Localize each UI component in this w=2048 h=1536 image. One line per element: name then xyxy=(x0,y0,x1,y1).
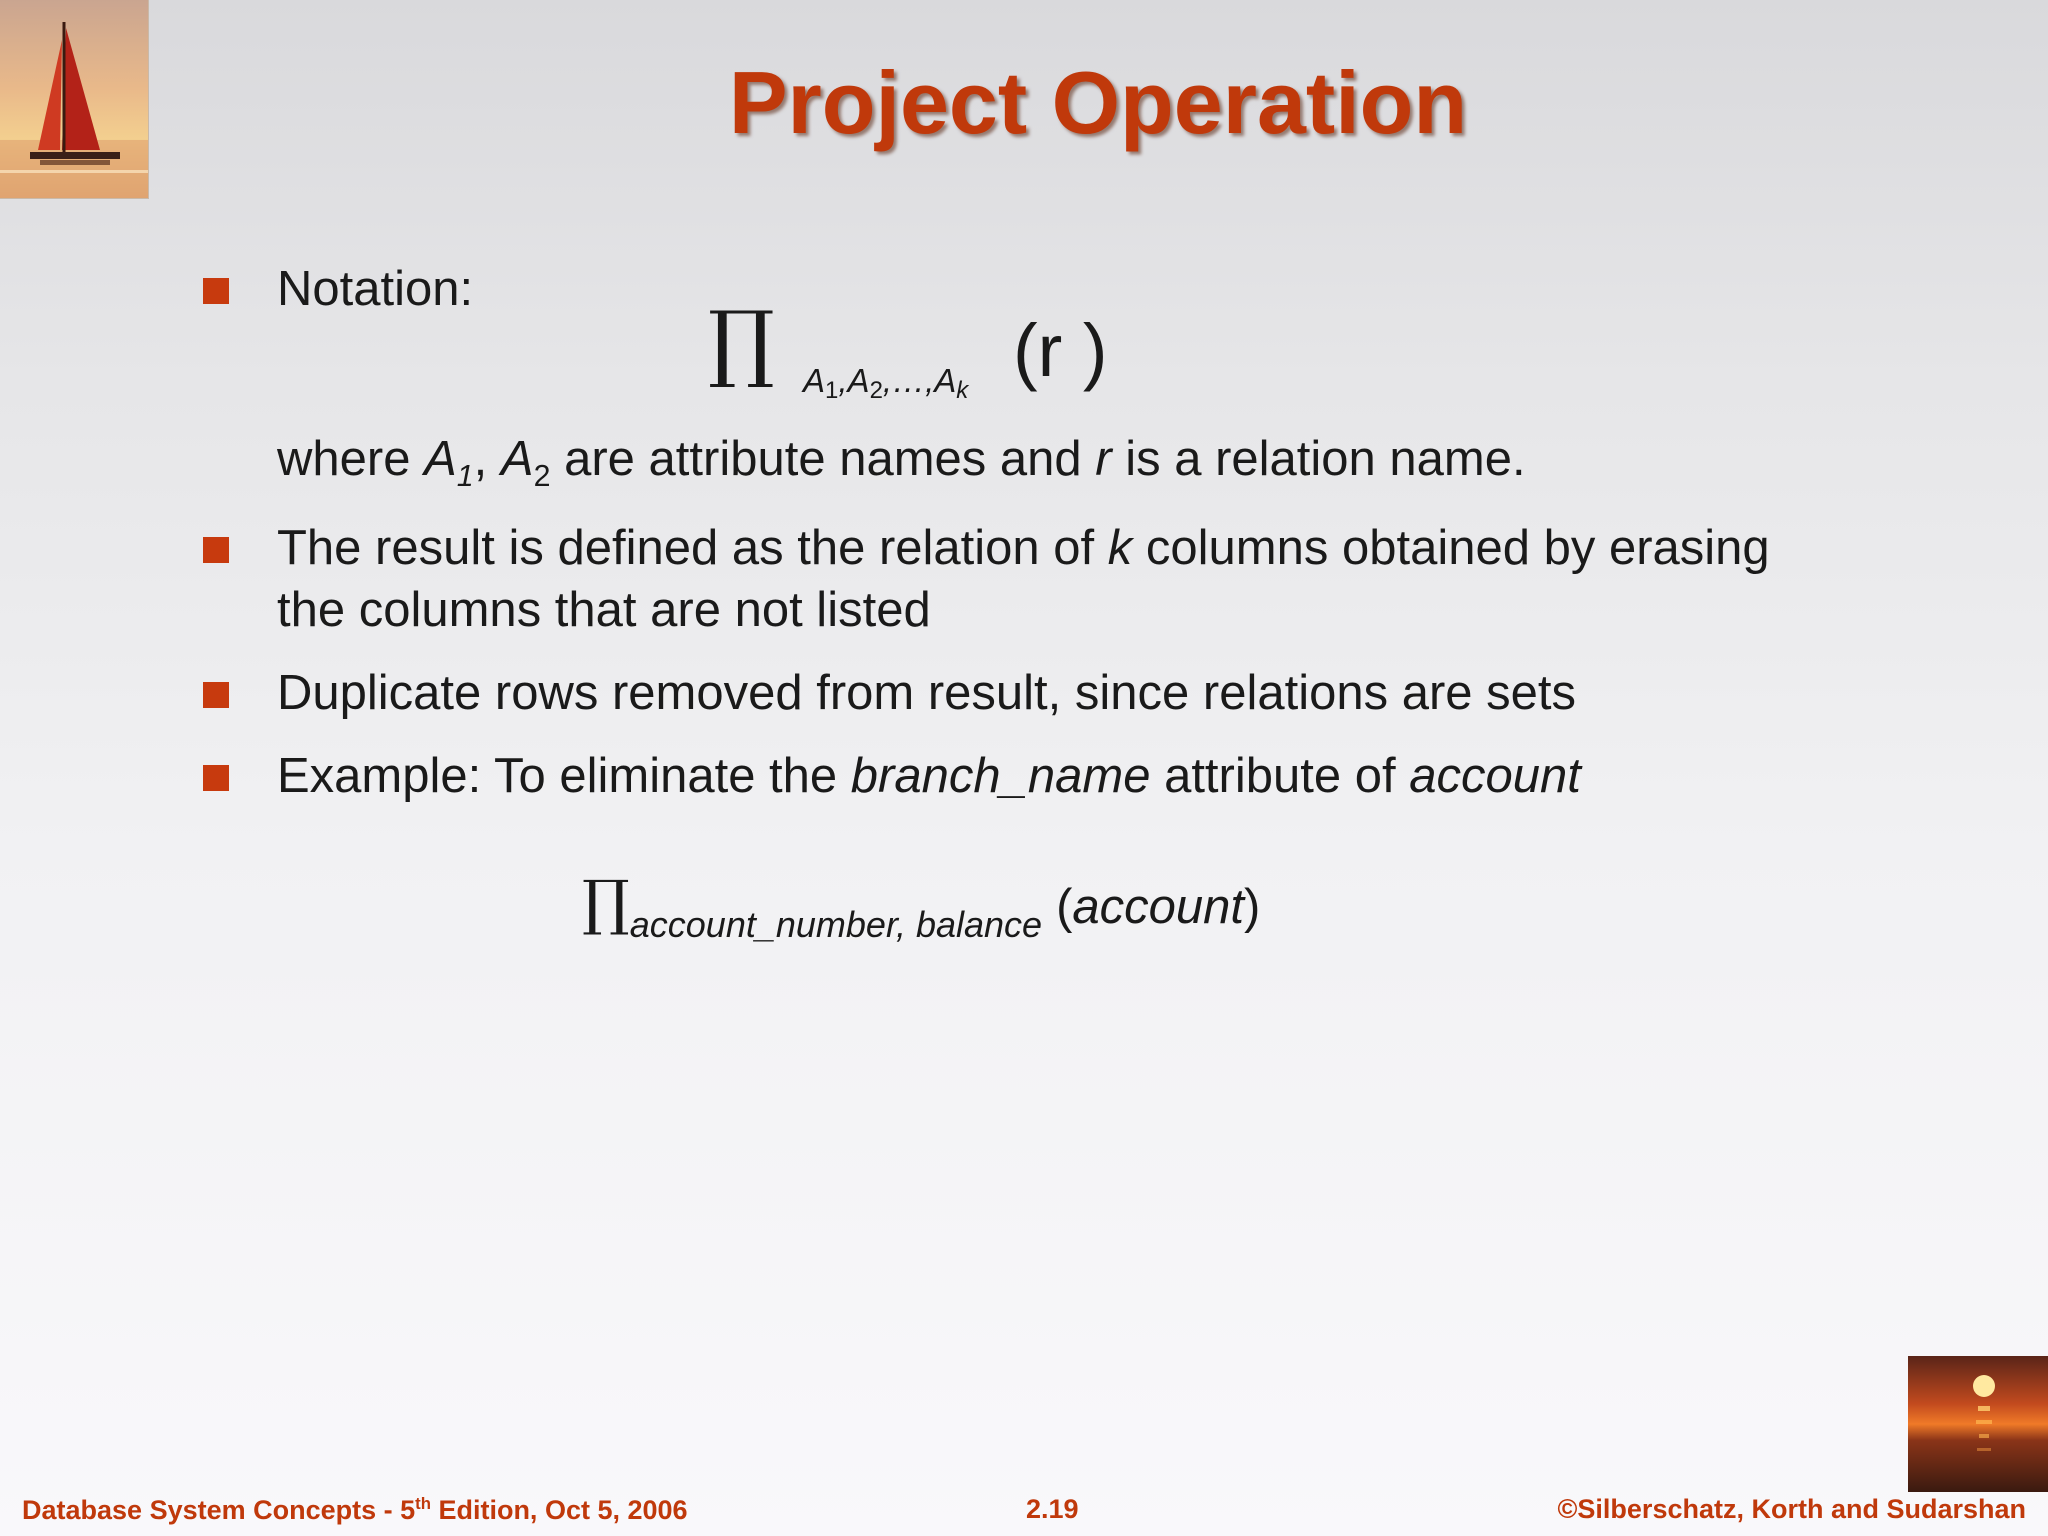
projection-attribute-list: $A_1,A_2,\dots,A_k$ xyxy=(803,362,969,404)
duplicate-rows-note: Duplicate rows removed from result, since relations are sets xyxy=(277,666,1577,720)
pi-symbol: ∏ xyxy=(582,868,630,938)
projection-attribute-list: account_number, balance xyxy=(629,904,1043,945)
example-projection-formula xyxy=(582,868,1261,945)
sunset-logo xyxy=(1908,1356,2048,1492)
result-description: The result is defined as the relation of k columns obtained by erasing the columns that are not listed xyxy=(277,521,1770,637)
footer-left: Database System Concepts - 5th Edition, Oct 5, 2006 xyxy=(22,1494,688,1525)
relation-argument: (account) xyxy=(1056,880,1261,934)
relation-argument: (r ) xyxy=(1013,309,1108,392)
bullet-marker xyxy=(203,765,229,791)
example-description: Example: To eliminate the branch_name attribute of account xyxy=(277,749,1581,803)
slide-title: Project Operation xyxy=(728,53,1468,152)
bullet-marker xyxy=(203,537,229,563)
bullet-marker xyxy=(203,278,229,304)
pi-symbol: ∏ xyxy=(708,293,775,391)
footer-copyright: ©Silberschatz, Korth and Sudarshan xyxy=(1557,1494,2026,1524)
notation-label: Notation: xyxy=(277,262,474,316)
sailboat-logo xyxy=(0,0,149,199)
projection-formula xyxy=(708,293,1108,404)
bullet-marker xyxy=(203,682,229,708)
page-number: 2.19 xyxy=(1026,1494,1079,1524)
where-description: where $A_1$, $A_2$ are attribute names and r is a relation name. xyxy=(277,432,1526,493)
